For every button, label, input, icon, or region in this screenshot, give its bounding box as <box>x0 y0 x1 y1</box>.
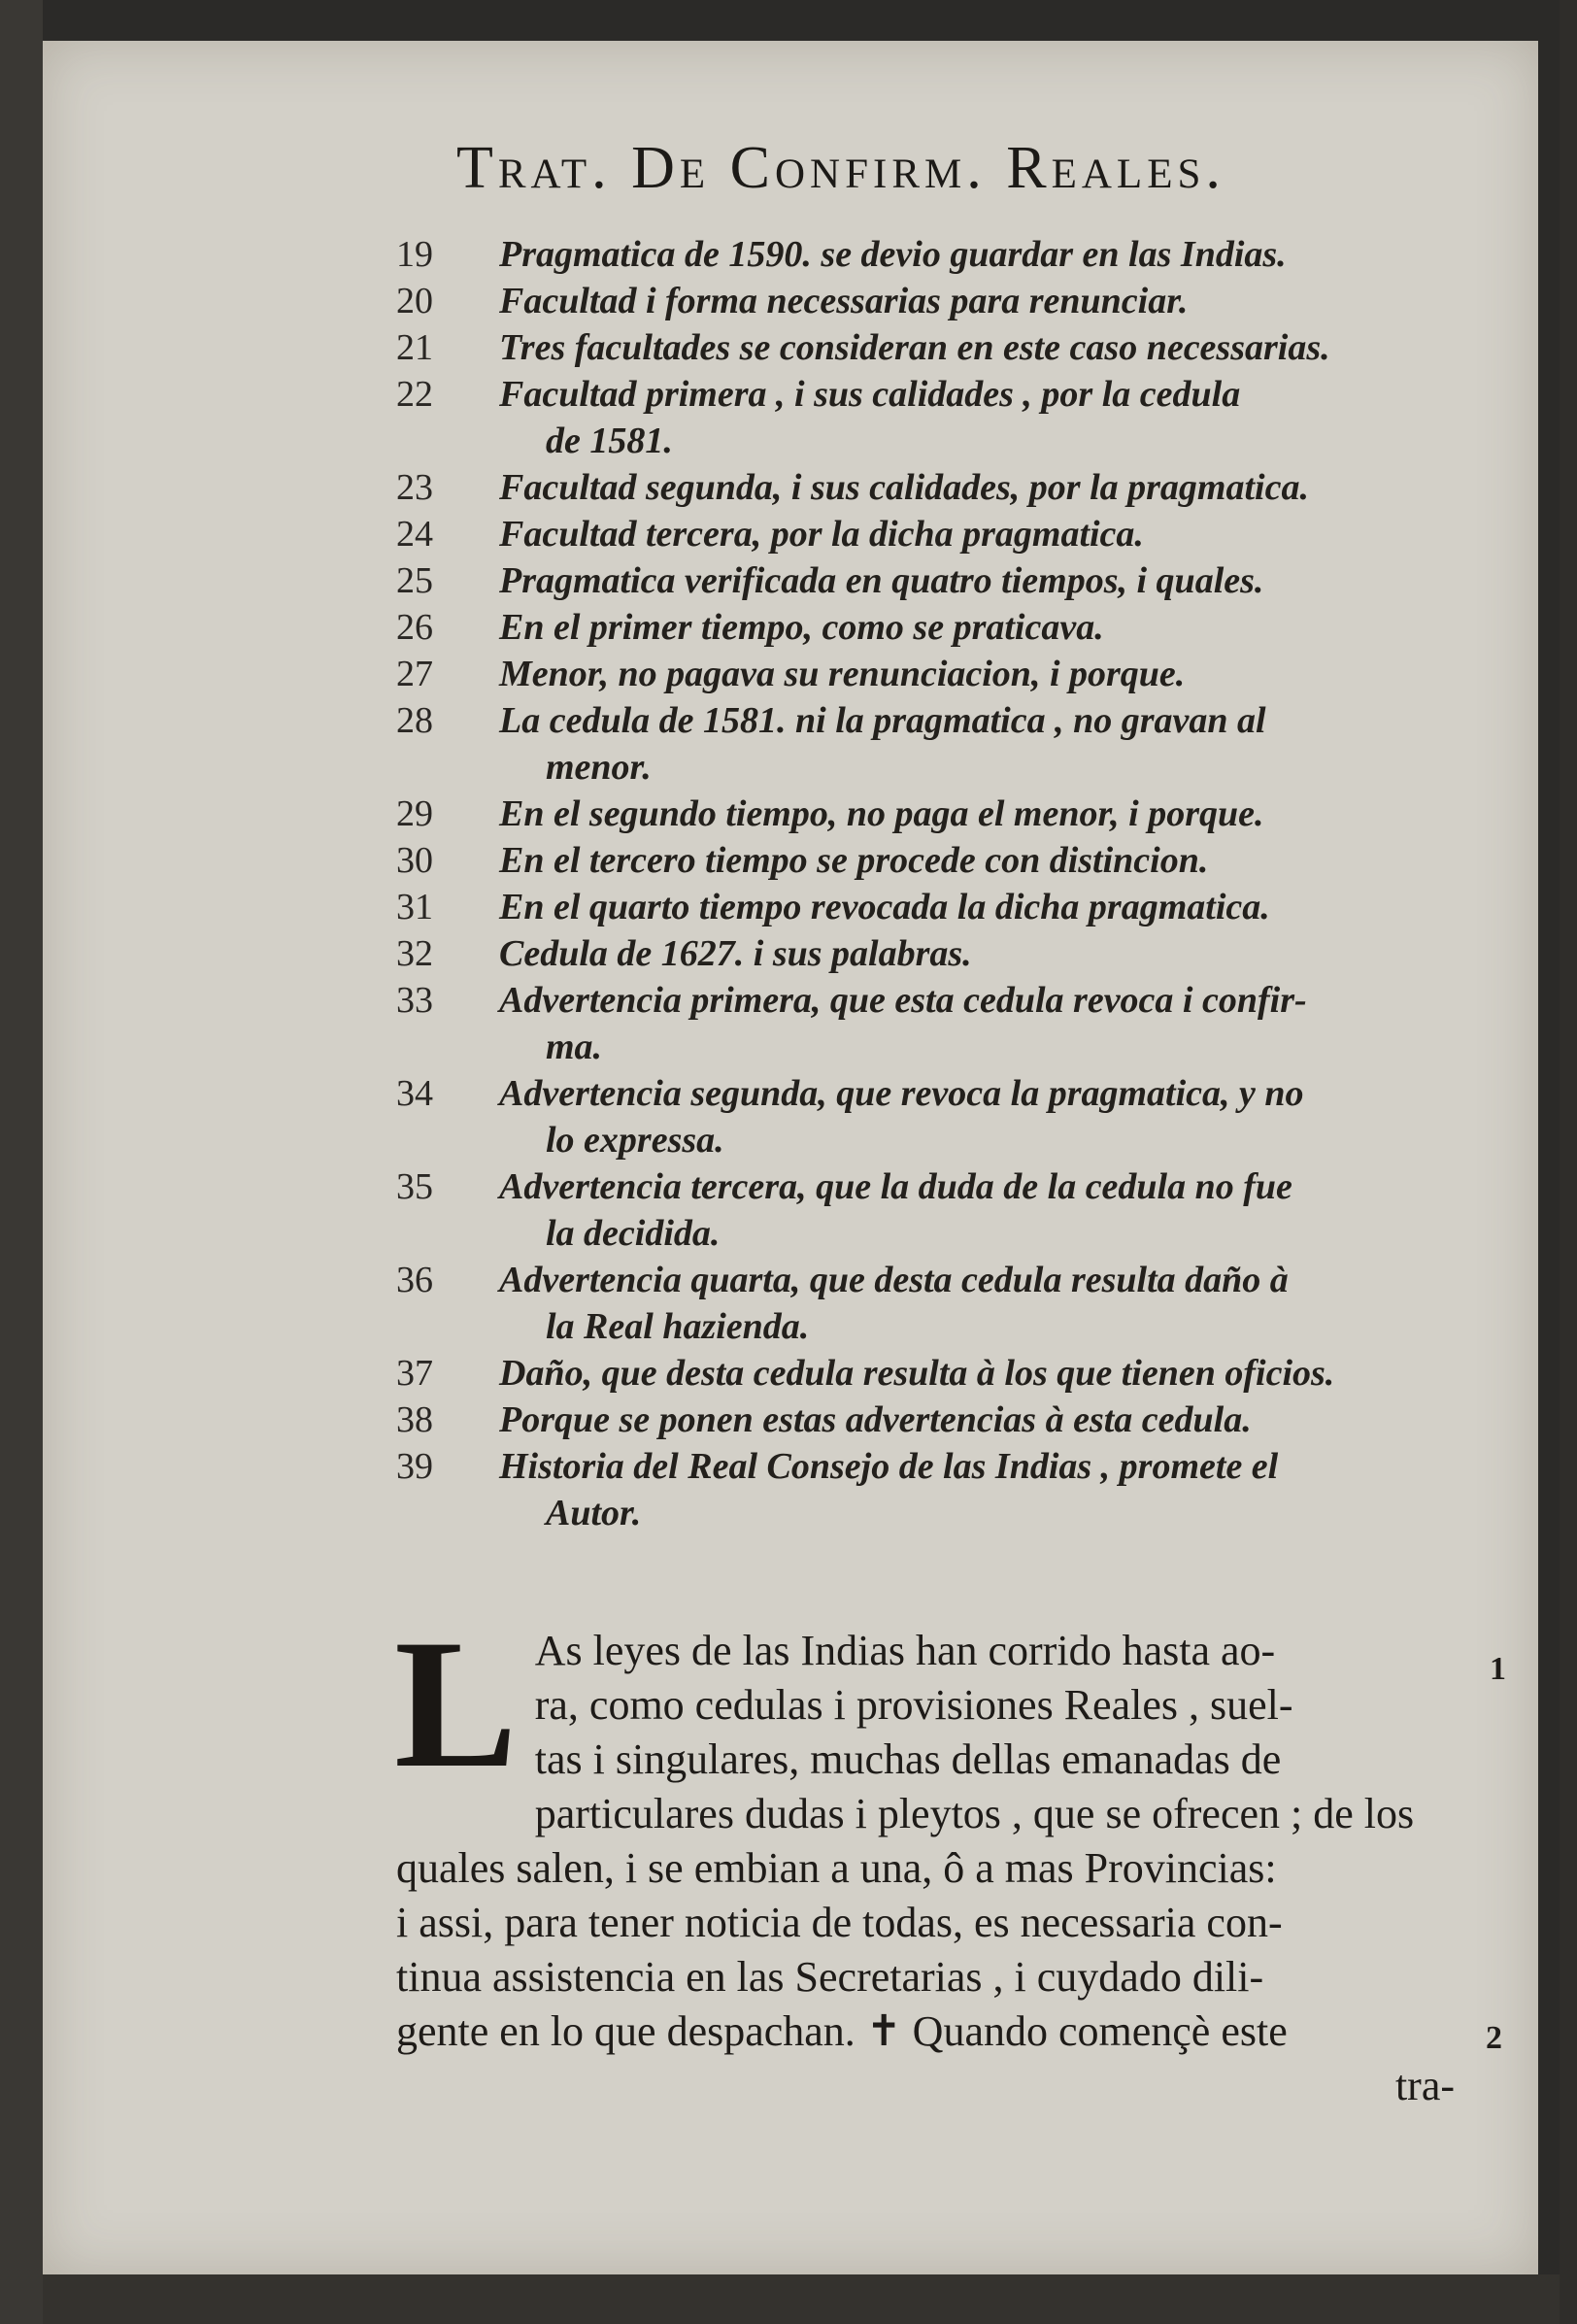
summary-number: 34 <box>396 1073 433 1114</box>
summary-text: Porque se ponen estas advertencias à esta cedula. <box>499 1399 1252 1440</box>
summary-number: 29 <box>396 793 433 834</box>
summary-item <box>396 278 1474 324</box>
summary-text: Facultad i forma necessarias para renunciar. <box>499 281 1189 321</box>
summary-text: Advertencia quarta, que desta cedula resulta daño à la Real hazienda. <box>499 1260 1289 1347</box>
summary-text: La cedula de 1581. ni la pragmatica , no gravan al menor. <box>499 700 1266 788</box>
summary-item <box>396 651 1474 697</box>
body-line: quales salen, i se embian a una, ô a mas Provincias: <box>396 1844 1277 1892</box>
summary-item <box>396 1257 1474 1350</box>
summary-text: Facultad tercera, por la dicha pragmatica. <box>499 514 1144 555</box>
summary-text: Daño, que desta cedula resulta à los que tienen oficios. <box>499 1353 1335 1394</box>
summary-number: 19 <box>396 234 433 275</box>
summary-item <box>396 1443 1474 1536</box>
summary-list <box>396 231 1474 1536</box>
running-head: Trat. De Confirm. Reales. <box>456 135 1225 201</box>
summary-number: 33 <box>396 980 433 1021</box>
margin-number: 2 <box>1486 2020 1502 2056</box>
body-line: ra, como cedulas i provisiones Reales , suel- <box>534 1681 1293 1729</box>
summary-number: 26 <box>396 607 433 648</box>
summary-number: 24 <box>396 514 433 555</box>
summary-number: 23 <box>396 467 433 508</box>
body-line: gente en lo que despachan. ✝ Quando començè este <box>396 2007 1288 2055</box>
summary-number: 35 <box>396 1166 433 1207</box>
summary-item <box>396 837 1474 884</box>
summary-text: Advertencia primera, que esta cedula revoca i confir- ma. <box>499 980 1307 1067</box>
body-line: particulares dudas i pleytos , que se ofrecen ; de los <box>534 1790 1415 1837</box>
summary-text: Cedula de 1627. i sus palabras. <box>499 933 972 974</box>
summary-text: Advertencia segunda, que revoca la pragmatica, y no lo expressa. <box>499 1073 1304 1161</box>
summary-number: 27 <box>396 654 433 694</box>
summary-text: Facultad segunda, i sus calidades, por la pragmatica. <box>499 467 1309 508</box>
summary-item <box>396 977 1474 1070</box>
summary-number: 30 <box>396 840 433 881</box>
summary-text: Pragmatica de 1590. se devio guardar en las Indias. <box>499 234 1287 275</box>
summary-number: 38 <box>396 1399 433 1440</box>
summary-text: Facultad primera , i sus calidades , por la cedula de 1581. <box>499 374 1241 461</box>
summary-text: Menor, no pagava su renunciacion, i porque. <box>499 654 1186 694</box>
catchword: tra- <box>1394 2062 1455 2109</box>
summary-number: 36 <box>396 1260 433 1300</box>
scan-background-bottom <box>43 2274 1560 2324</box>
summary-item <box>396 884 1474 930</box>
summary-item <box>396 557 1474 604</box>
summary-item <box>396 697 1474 791</box>
margin-number: 1 <box>1490 1651 1506 1687</box>
summary-number: 32 <box>396 933 433 974</box>
drop-cap: L <box>394 1602 518 1806</box>
summary-item <box>396 324 1474 371</box>
summary-item <box>396 1070 1474 1163</box>
body-paragraph <box>394 1602 1455 2113</box>
summary-text: En el tercero tiempo se procede con distincion. <box>499 840 1209 881</box>
summary-text: En el quarto tiempo revocada la dicha pragmatica. <box>499 887 1270 927</box>
summary-item <box>396 464 1474 511</box>
body-line: tinua assistencia en las Secretarias , i cuydado dili- <box>396 1953 1264 2001</box>
summary-text: Advertencia tercera, que la duda de la cedula no fue la decidida. <box>499 1166 1292 1254</box>
summary-item <box>396 371 1474 464</box>
summary-item <box>396 1163 1474 1257</box>
summary-number: 20 <box>396 281 433 321</box>
summary-text: Tres facultades se consideran en este caso necessarias. <box>499 327 1330 368</box>
scan-background-right <box>1560 0 1577 2324</box>
summary-item <box>396 604 1474 651</box>
scan-background-left <box>0 0 43 2324</box>
summary-text: En el segundo tiempo, no paga el menor, i porque. <box>499 793 1264 834</box>
summary-text: En el primer tiempo, como se praticava. <box>499 607 1104 648</box>
body-line: i assi, para tener noticia de todas, es necessaria con- <box>396 1899 1283 1946</box>
summary-number: 25 <box>396 560 433 601</box>
summary-item <box>396 511 1474 557</box>
body-line: As leyes de las Indias han corrido hasta ao- <box>534 1627 1276 1674</box>
summary-item <box>396 1350 1474 1397</box>
summary-text: Historia del Real Consejo de las Indias , promete el Autor. <box>499 1446 1279 1533</box>
summary-number: 28 <box>396 700 433 741</box>
summary-text: Pragmatica verificada en quatro tiempos, i quales. <box>499 560 1264 601</box>
summary-number: 22 <box>396 374 433 415</box>
summary-number: 21 <box>396 327 433 368</box>
summary-item <box>396 791 1474 837</box>
summary-item <box>396 1397 1474 1443</box>
summary-number: 39 <box>396 1446 433 1487</box>
summary-item <box>396 231 1474 278</box>
summary-number: 31 <box>396 887 433 927</box>
body-line: tas i singulares, muchas dellas emanadas de <box>534 1735 1282 1783</box>
summary-item <box>396 930 1474 977</box>
summary-number: 37 <box>396 1353 433 1394</box>
